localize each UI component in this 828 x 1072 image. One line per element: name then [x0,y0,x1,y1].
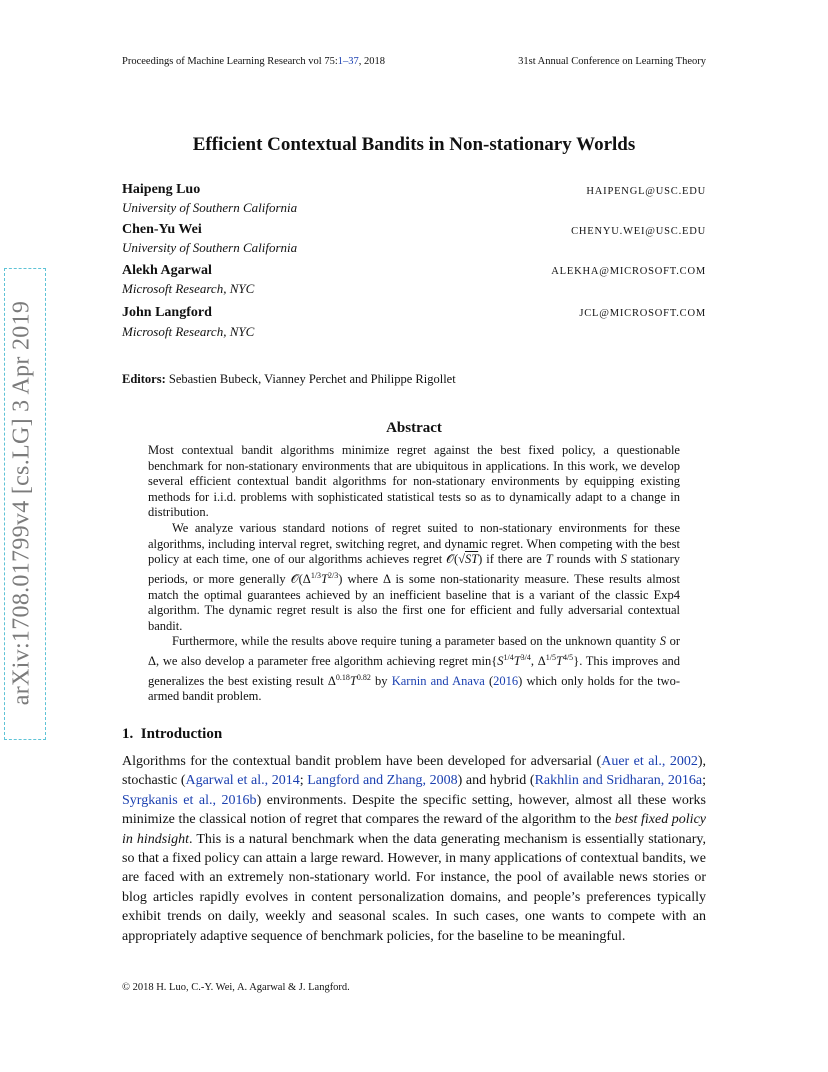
editors-names: Sebastien Bubeck, Vianney Perchet and Philippe Rigollet [168,372,456,386]
author-email: JCL@MICROSOFT.COM [579,308,706,319]
citation-link[interactable]: Syrgkanis et al., 2016b [122,792,257,808]
citation-link[interactable]: Auer et al., 2002 [601,754,698,769]
abstract-paragraph: Most contextual bandit algorithms minimize regret against the best fixed policy, a questionable benchmark for non-stationary environments that are ubiquitous in applications. In this work, we develop several efficient contextual bandit algorithms for non-stationary environments by equipping existing methods for i.i.d. problems with sophisticated statistical tests so as to dynamically adapt to a change in distribution. [148,443,680,520]
author-name: Alekh Agarwal [122,263,212,278]
editors-line [122,372,456,387]
author-affiliation: Microsoft Research, NYC [122,281,255,296]
section-heading: 1. Introduction [122,726,223,742]
intro-paragraph: Algorithms for the contextual bandit problem have been developed for adversarial (Auer et al., 2002), stochastic (Agarwal et al., 2014; Langford and Zhang, 2008) and hybrid (Rakhlin and Sridharan, 2016a; Syrgkanis et al., 2016b) environments. Despite the specific setting, however, almost all these works minimize the classical notion of regret that compares the reward of the algorithm to the best fixed policy in hindsight. This is a natural benchmark when the data generating mechanism is essentially stationary, so that a fixed policy can attain a large reward. However, in many applications of contextual bandits, we are faced with an extremely non-stationary world. For instance, the pool of available news stories or blog articles rapidly evolves in content personalization domains, and people’s preferences typically exhibit trends on daily, weekly and seasonal scales. In such cases, one wants to compete with an appropriately adaptive sequence of benchmark policies, for the baseline to be meaningful. [122,754,707,944]
running-header-right: 31st Annual Conference on Learning Theory [518,56,706,67]
citation-link[interactable]: Agarwal et al., 2014 [185,773,300,789]
paper-title: Efficient Contextual Bandits in Non-stationary Worlds [192,134,636,155]
copyright-footer: © 2018 H. Luo, C.-Y. Wei, A. Agarwal & J. Langford. [122,982,350,993]
author-affiliation: University of Southern California [122,200,298,215]
pages-link[interactable]: 1–37 [337,56,359,67]
author-name: John Langford [122,305,212,320]
citation-link[interactable]: Rakhlin and Sridharan, 2016a [534,773,703,789]
introduction-body [122,752,706,946]
running-header-left: Proceedings of Machine Learning Research vol 75:1–37, 2018 [122,56,386,67]
author-email: CHENYU.WEI@USC.EDU [571,226,706,237]
citation-year-link[interactable]: 2016 [493,673,519,688]
citation-link[interactable]: Karnin and Anava [391,673,485,688]
abstract-heading: Abstract [386,420,442,436]
author-email: HAIPENGL@USC.EDU [586,186,706,197]
abstract-paragraph: Furthermore, while the results above require tuning a parameter based on the unknown quantity S or Δ, we also develop a parameter free algorithm achieving regret $\min\{S^{1/4}T^{3/4}$, $\Delta^{1/5}T^{4/5}$}. This improves and generalizes the best existing result $\Delta^{0.18}T^{0.82}$ by Karnin and Anava (2016) which only holds for the two-armed bandit problem. [148,634,680,704]
editors-label: Editors: [122,372,166,386]
abstract-body [148,443,680,705]
regret-bound-math: $\min\{S^{1/4}T^{3/4}$, $\Delta^{1/5}T^{4/5}$} [471,652,580,669]
author-email: ALEKHA@MICROSOFT.COM [551,266,706,277]
author-name: Haipeng Luo [122,182,201,197]
author-affiliation: Microsoft Research, NYC [122,324,255,339]
author-affiliation: University of Southern California [122,240,298,255]
regret-bound-math: $\Delta^{0.18}T^{0.82}$ [327,672,371,688]
author-name: Chen-Yu Wei [122,222,202,237]
abstract-paragraph: We analyze various standard notions of regret suited to non-stationary environments for these algorithms, including interval regret, switching regret, and dynamic regret. When competing with the best policy at each time, one of our algorithms achieves regret 𝒪(√ST) if there are T rounds with S stationary periods, or more generally $𝒪(\Delta^{1/3}T^{2/3})$ where Δ is some non-stationarity measure. These results almost match the optimal guarantees achieved by an inefficient baseline that is a variant of the classic Exp4 algorithm. The dynamic regret result is also the first one for efficient and fully adversarial contextual bandit. [148,520,680,633]
citation-link[interactable]: Langford and Zhang, 2008 [307,773,458,789]
arxiv-identifier[interactable]: arXiv:1708.01799v4 [cs.LG] 3 Apr 2019 [8,300,35,706]
regret-bound-math: $𝒪(\Delta^{1/3}T^{2/3})$ [290,570,343,586]
regret-bound-math: 𝒪(√ST) [446,552,483,567]
emphasis: best fixed policy in hindsight [122,812,707,847]
